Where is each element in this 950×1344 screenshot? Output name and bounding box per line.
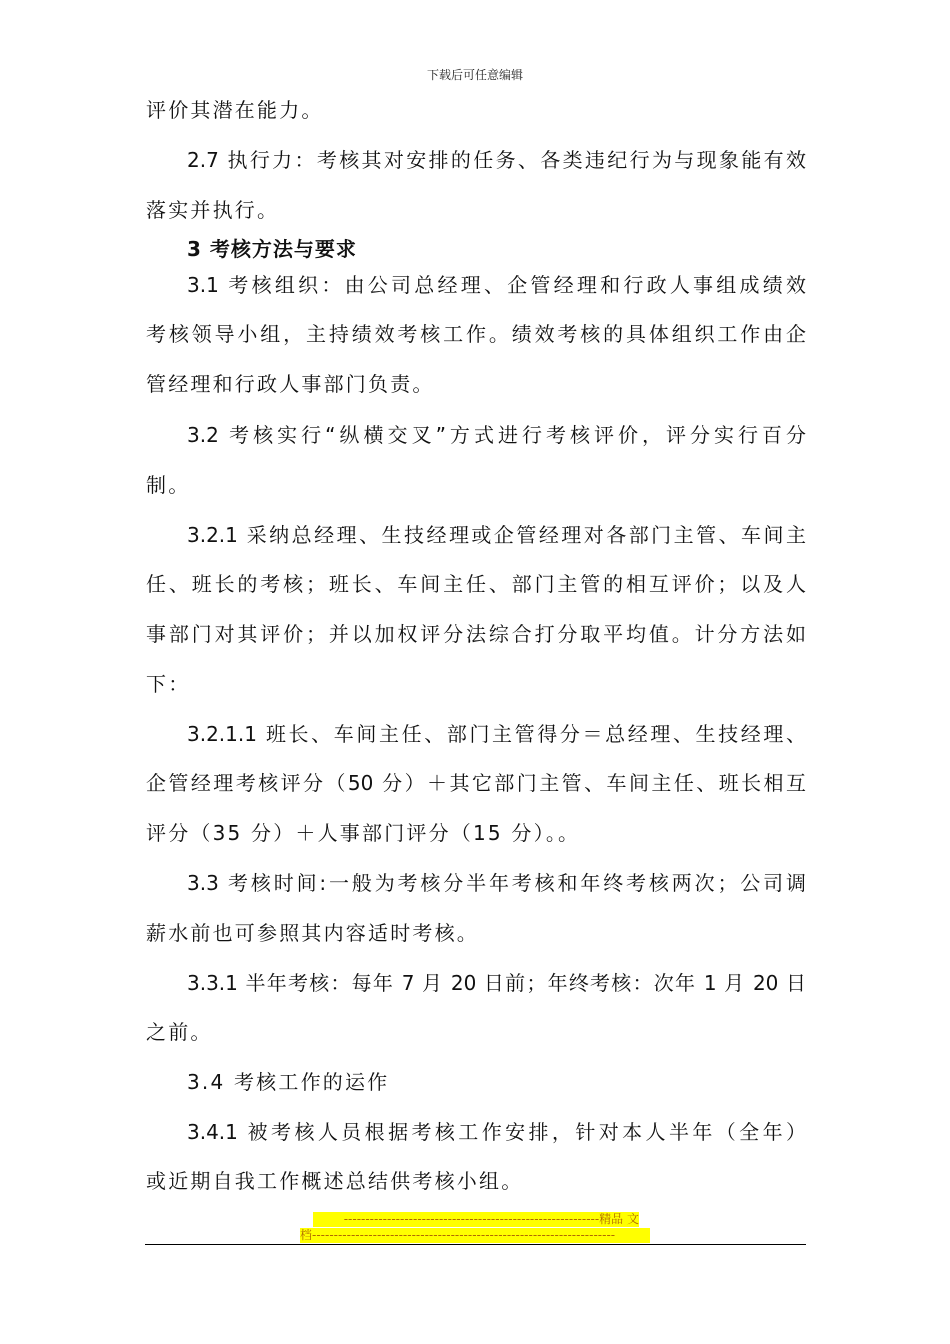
paragraph-line: 3.4.1 被考核人员根据考核工作安排，针对本人半年（全年）: [187, 1120, 806, 1144]
paragraph-line: 3.2.1.1 班长、车间主任、部门主管得分＝总经理、生技经理、: [187, 722, 806, 746]
section-heading: 3 考核方法与要求: [187, 237, 357, 261]
footer-watermark-line: -----------------------------------------------------------精品 文: [313, 1212, 639, 1227]
paragraph-line: 评分（35 分）＋人事部门评分（15 分）。。: [146, 821, 581, 845]
paragraph-line: 下：: [146, 672, 191, 696]
footer-divider: [145, 1244, 806, 1245]
paragraph-line: 考核领导小组，主持绩效考核工作。绩效考核的具体组织工作由企: [146, 322, 806, 346]
paragraph-line: 3.3 考核时间:一般为考核分半年考核和年终考核两次；公司调: [187, 871, 806, 895]
paragraph-line: 落实并执行。: [146, 198, 280, 222]
paragraph-line: 企管经理考核评分（50 分）＋其它部门主管、车间主任、班长相互: [146, 771, 806, 795]
page-header: 下载后可任意编辑: [426, 68, 523, 82]
paragraph-line: 管经理和行政人事部门负责。: [146, 372, 435, 396]
paragraph-line: 之前。: [146, 1020, 213, 1044]
paragraph-line: 3.2.1 采纳总经理、生技经理或企管经理对各部门主管、车间主: [187, 523, 806, 547]
paragraph-line: 3.2 考核实行“纵横交叉”方式进行考核评价，评分实行百分: [187, 423, 806, 447]
paragraph-line: 制。: [146, 473, 191, 497]
paragraph-line: 评价其潜在能力。: [146, 98, 324, 122]
paragraph-line: 或近期自我工作概述总结供考核小组。: [146, 1169, 524, 1193]
paragraph-line: 事部门对其评价；并以加权评分法综合打分取平均值。计分方法如: [146, 622, 806, 646]
paragraph-line: 3.3.1 半年考核：每年 7 月 20 日前；年终考核：次年 1 月 20 日: [187, 971, 806, 995]
paragraph-line: 3.1 考核组织：由公司总经理、企管经理和行政人事组成绩效: [187, 273, 806, 297]
paragraph-line: 2.7 执行力：考核其对安排的任务、各类违纪行为与现象能有效: [187, 148, 806, 172]
paragraph-line: 任、班长的考核；班长、车间主任、部门主管的相互评价；以及人: [146, 572, 806, 596]
paragraph-line: 薪水前也可参照其内容适时考核。: [146, 921, 479, 945]
paragraph-line: 3.4 考核工作的运作: [187, 1070, 390, 1094]
footer-watermark-line: 档----------------------------------------------------------------------: [300, 1228, 650, 1243]
